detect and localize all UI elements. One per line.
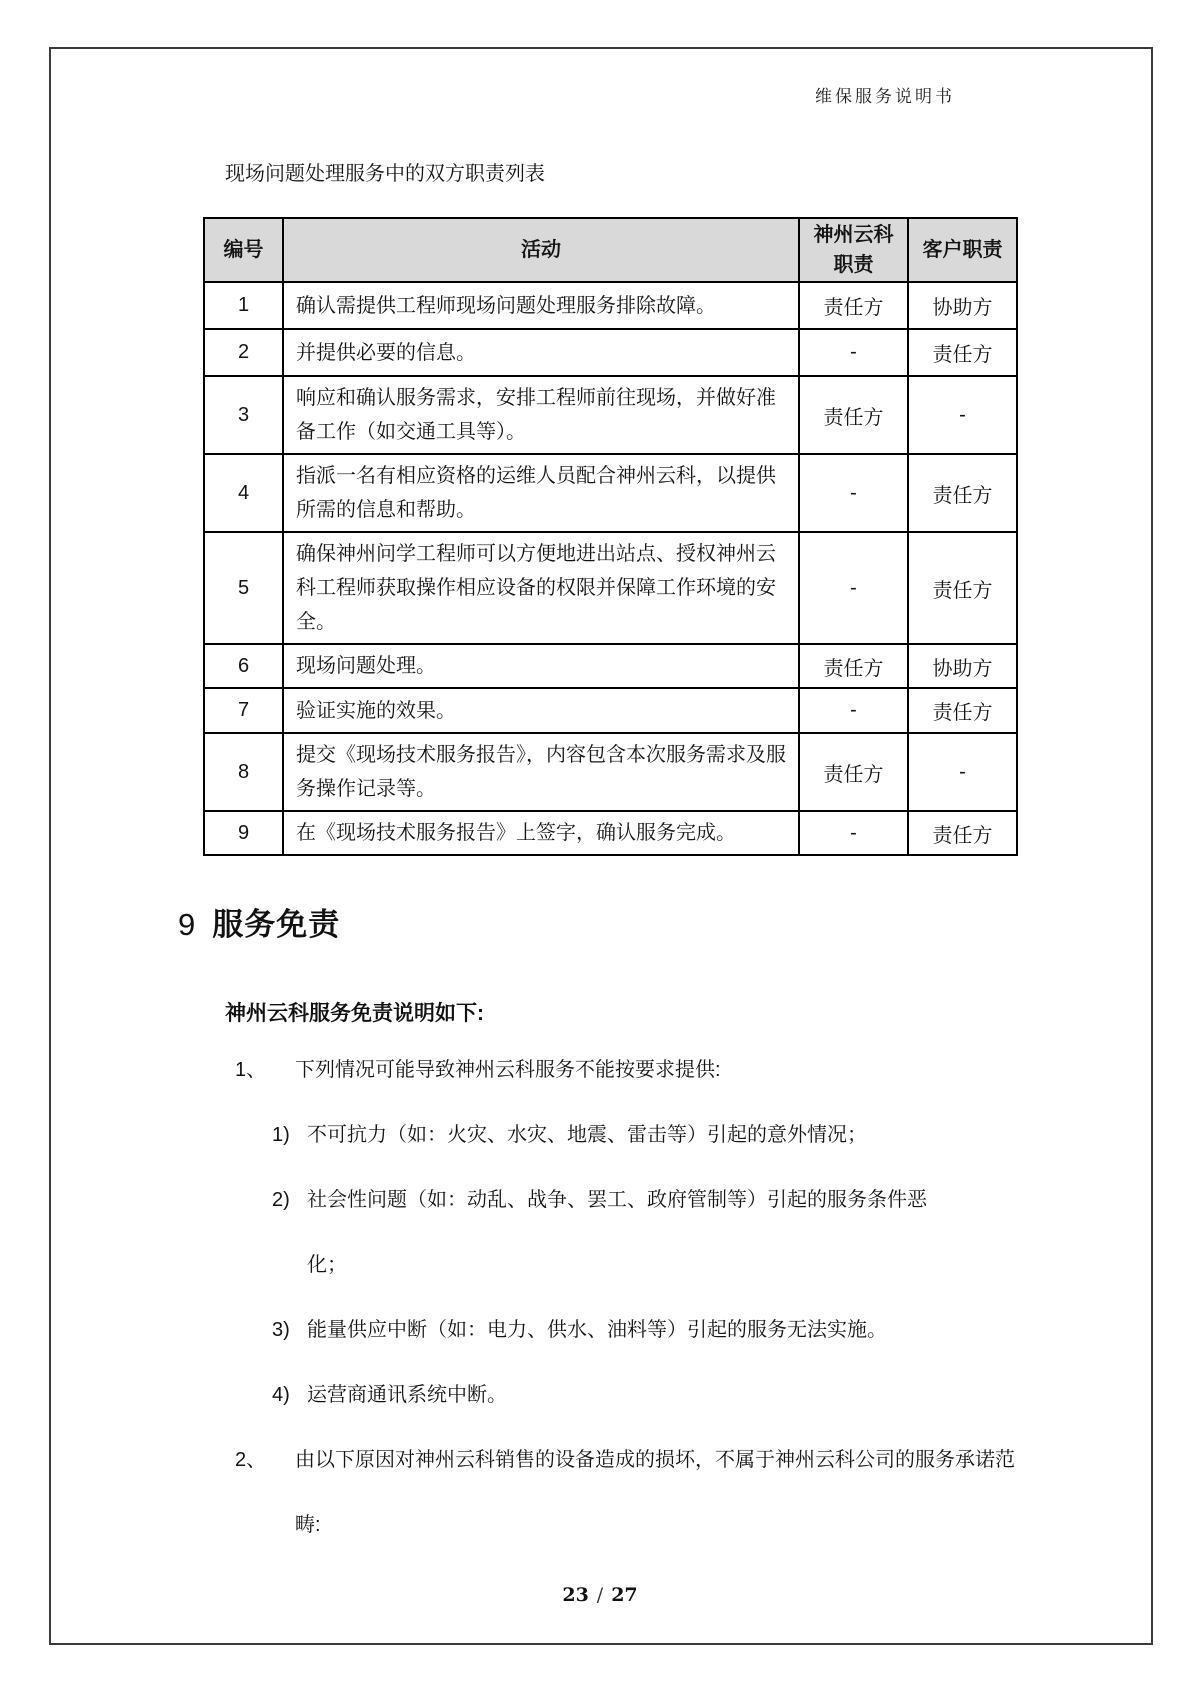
table-row xyxy=(204,688,1017,733)
list-item-1 xyxy=(235,1038,1023,1103)
list-subitem-text: 能量供应中断（如：电力、供水、油料等）引起的服务无法实施。 xyxy=(307,1319,887,1341)
cell-customer-role: 协助方 xyxy=(908,644,1017,688)
table-header-row xyxy=(204,218,1017,282)
list-subitem-text: 社会性问题（如：动乱、战争、罢工、政府管制等）引起的服务条件恶化； xyxy=(307,1189,927,1276)
table-row xyxy=(204,644,1017,688)
cell-shenzhou-role: - xyxy=(799,454,908,532)
cell-shenzhou-role: 责任方 xyxy=(799,376,908,454)
list-subitem-marker: 4) xyxy=(272,1384,290,1406)
list-item-2 xyxy=(235,1428,1023,1558)
cell-customer-role: 责任方 xyxy=(908,454,1017,532)
page-number-total: 27 xyxy=(611,1584,638,1606)
cell-number: 6 xyxy=(204,644,283,688)
list-item-marker: 1、 xyxy=(235,1059,267,1081)
cell-activity: 确认需提供工程师现场问题处理服务排除故障。 xyxy=(283,282,799,329)
cell-activity: 并提供必要的信息。 xyxy=(283,329,799,376)
page-number-current: 23 xyxy=(562,1584,589,1606)
list-item-marker: 2、 xyxy=(235,1449,267,1471)
cell-customer-role: 责任方 xyxy=(908,688,1017,733)
cell-number: 1 xyxy=(204,282,283,329)
cell-number: 2 xyxy=(204,329,283,376)
list-subitem-marker: 3) xyxy=(272,1319,290,1341)
list-subitem-1 xyxy=(272,1103,952,1168)
cell-number: 4 xyxy=(204,454,283,532)
list-subitem-3 xyxy=(272,1298,952,1363)
list-subitem-text: 不可抗力（如：火灾、水灾、地震、雷击等）引起的意外情况； xyxy=(307,1124,867,1146)
cell-activity: 在《现场技术服务报告》上签字，确认服务完成。 xyxy=(283,811,799,855)
cell-shenzhou-role: 责任方 xyxy=(799,282,908,329)
header-cell-activity: 活动 xyxy=(283,218,799,282)
section-title: 服务免责 xyxy=(212,907,341,942)
cell-number: 8 xyxy=(204,733,283,811)
cell-shenzhou-role: - xyxy=(799,688,908,733)
disclaimer-intro: 神州云科服务免责说明如下: xyxy=(225,1002,484,1025)
list-subitem-2 xyxy=(272,1168,952,1298)
list-subitem-marker: 1) xyxy=(272,1124,290,1146)
cell-shenzhou-role: - xyxy=(799,811,908,855)
responsibilities-table xyxy=(203,217,1018,856)
cell-shenzhou-role: 责任方 xyxy=(799,644,908,688)
cell-activity: 确保神州问学工程师可以方便地进出站点、授权神州云科工程师获取操作相应设备的权限并保障工作环境的安全。 xyxy=(283,532,799,644)
cell-activity: 指派一名有相应资格的运维人员配合神州云科，以提供所需的信息和帮助。 xyxy=(283,454,799,532)
section-number: 9 xyxy=(178,907,196,942)
table-row xyxy=(204,532,1017,644)
cell-shenzhou-role: 责任方 xyxy=(799,733,908,811)
document-header-title: 维保服务说明书 xyxy=(815,87,955,107)
table-row xyxy=(204,811,1017,855)
cell-number: 3 xyxy=(204,376,283,454)
cell-number: 5 xyxy=(204,532,283,644)
cell-customer-role: 责任方 xyxy=(908,532,1017,644)
list-item-text: 由以下原因对神州云科销售的设备造成的损坏，不属于神州云科公司的服务承诺范畴: xyxy=(295,1449,1015,1536)
cell-activity: 验证实施的效果。 xyxy=(283,688,799,733)
cell-activity: 响应和确认服务需求，安排工程师前往现场，并做好准备工作（如交通工具等）。 xyxy=(283,376,799,454)
table-caption: 现场问题处理服务中的双方职责列表 xyxy=(225,163,545,185)
list-subitem-4 xyxy=(272,1363,952,1428)
header-cell-shenzhou: 神州云科职责 xyxy=(799,218,908,282)
table-row xyxy=(204,282,1017,329)
cell-activity: 提交《现场技术服务报告》，内容包含本次服务需求及服务操作记录等。 xyxy=(283,733,799,811)
cell-customer-role: 协助方 xyxy=(908,282,1017,329)
cell-number: 7 xyxy=(204,688,283,733)
section-heading xyxy=(178,899,340,944)
table-row xyxy=(204,329,1017,376)
cell-shenzhou-role: - xyxy=(799,329,908,376)
page-footer xyxy=(0,1584,1200,1606)
header-cell-number: 编号 xyxy=(204,218,283,282)
header-cell-customer: 客户职责 xyxy=(908,218,1017,282)
table-row xyxy=(204,454,1017,532)
list-item-text: 下列情况可能导致神州云科服务不能按要求提供: xyxy=(295,1059,721,1081)
cell-number: 9 xyxy=(204,811,283,855)
cell-customer-role: 责任方 xyxy=(908,329,1017,376)
cell-customer-role: 责任方 xyxy=(908,811,1017,855)
list-subitem-text: 运营商通讯系统中断。 xyxy=(307,1384,507,1406)
table-row xyxy=(204,733,1017,811)
list-subitem-marker: 2) xyxy=(272,1189,290,1211)
cell-activity: 现场问题处理。 xyxy=(283,644,799,688)
cell-customer-role: - xyxy=(908,733,1017,811)
page-number-separator: / xyxy=(596,1584,604,1606)
cell-shenzhou-role: - xyxy=(799,532,908,644)
cell-customer-role: - xyxy=(908,376,1017,454)
table-row xyxy=(204,376,1017,454)
